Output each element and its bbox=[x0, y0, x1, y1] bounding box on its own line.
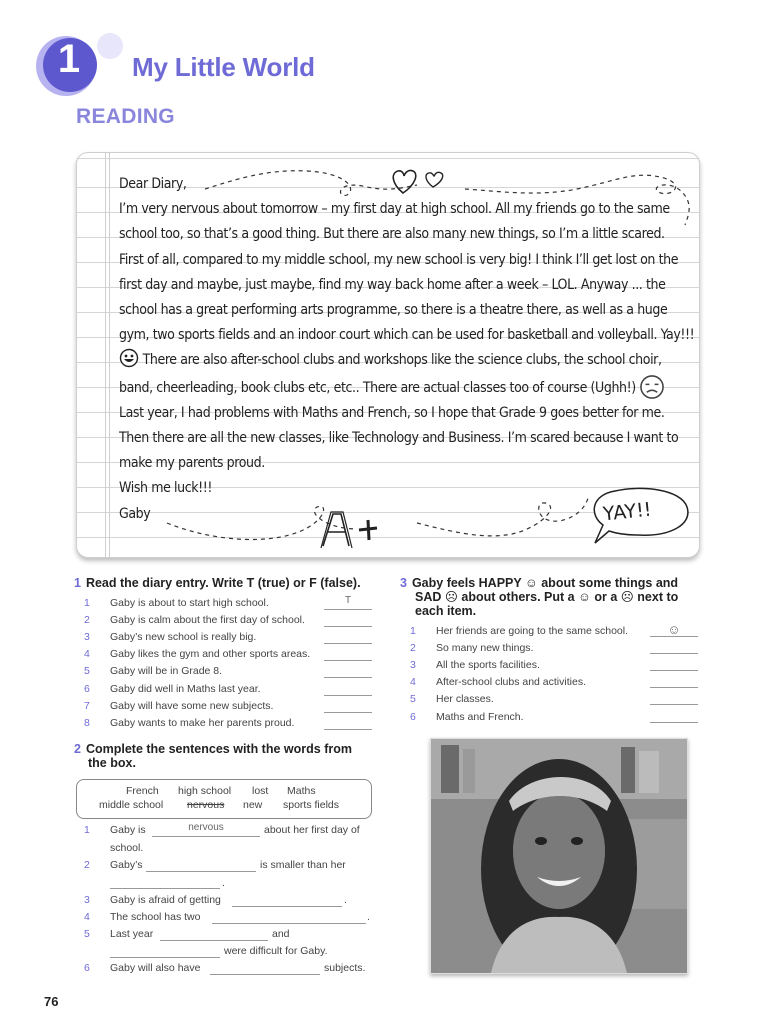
happy-face-icon: ☺ bbox=[524, 576, 538, 590]
answer-blank[interactable] bbox=[324, 646, 372, 661]
diary-line: Dear Diary, bbox=[119, 176, 187, 192]
diary-line: Wish me luck!!! bbox=[119, 480, 213, 497]
diary-line: first day and maybe, just maybe, find my way back home after a week – LOL. Anyway ... the bbox=[119, 276, 666, 293]
exercise-3-item: 2 So many new things. bbox=[410, 642, 534, 655]
diary-line: Gaby bbox=[119, 505, 151, 522]
sad-face-icon: ☹ bbox=[620, 590, 634, 604]
exercise-1-item: 1 Gaby is about to start high school. bbox=[84, 597, 269, 609]
exercise-number: 2 bbox=[74, 742, 81, 756]
diary-text bbox=[119, 172, 695, 527]
exercise-3-item: 4 After-school clubs and activities. bbox=[410, 676, 586, 689]
word-box-item: lost bbox=[252, 785, 269, 797]
answer-blank[interactable] bbox=[650, 673, 698, 688]
diary-line: band, cheerleading, book clubs etc, etc.. There are actual classes too of course (Ughh!) bbox=[119, 379, 636, 396]
answer-blank[interactable] bbox=[110, 943, 220, 958]
word-box-item: Maths bbox=[287, 785, 316, 797]
exercise-3-item: 1 Her friends are going to the same school. bbox=[410, 625, 629, 637]
answer-blank[interactable] bbox=[324, 629, 372, 644]
exercise-3-item: 3 All the sports facilities. bbox=[410, 659, 540, 672]
diary-line: gym, two sports fields and an indoor court which can be used for basketball and volleyball. Yay!!! bbox=[119, 327, 695, 344]
answer-blank[interactable] bbox=[210, 960, 320, 975]
margin-line bbox=[109, 153, 110, 557]
exercise-1-item: 8 Gaby wants to make her parents proud. bbox=[84, 716, 295, 729]
word-box-item-crossed: nervous bbox=[187, 799, 225, 811]
exercise-2-item-text: . bbox=[344, 894, 347, 906]
exercise-3-heading: 3 Gaby feels HAPPY ☺ about some things and SAD ☹ about others. Put a ☺ or a ☹ next to each item. bbox=[400, 576, 679, 618]
happy-face-icon: ☺ bbox=[578, 590, 591, 604]
exercise-1-heading bbox=[74, 576, 361, 590]
diary-line: There are also after-school clubs and workshops like the science clubs, the school choir, bbox=[142, 352, 662, 369]
word-box-item: French bbox=[126, 785, 159, 797]
diary-line-with-emoji bbox=[119, 348, 691, 373]
answer-blank[interactable] bbox=[324, 715, 372, 730]
exercise-2-item: 2 Gaby’s bbox=[84, 859, 143, 871]
section-title: READING bbox=[76, 105, 175, 128]
answer-blank[interactable] bbox=[160, 926, 268, 941]
answer-blank[interactable] bbox=[232, 892, 342, 907]
answer-blank[interactable]: ☺ bbox=[650, 622, 698, 637]
exercise-1-item: 5 Gaby will be in Grade 8. bbox=[84, 665, 223, 678]
exercise-1-item: 2 Gaby is calm about the first day of school. bbox=[84, 614, 305, 627]
exercise-instruction: the box. bbox=[88, 756, 136, 770]
exercise-2-item-text: about her first day of bbox=[264, 824, 360, 836]
grinning-face-icon bbox=[119, 348, 139, 368]
answer-blank[interactable] bbox=[324, 663, 372, 678]
answer-blank[interactable] bbox=[212, 909, 366, 924]
answer-blank[interactable] bbox=[650, 639, 698, 654]
word-box-item: high school bbox=[178, 785, 232, 797]
diary-line: school has a great performing arts programme, so there is a theatre there, as well as a huge bbox=[119, 302, 668, 319]
answer-blank[interactable]: nervous bbox=[152, 822, 260, 837]
exercise-2-item: 6 Gaby will also have bbox=[84, 962, 201, 974]
exercise-1-item: 3 Gaby’s new school is really big. bbox=[84, 631, 257, 644]
exercise-2-item-text: were difficult for Gaby. bbox=[224, 945, 328, 957]
exercise-2-item-text: is smaller than her bbox=[260, 859, 346, 871]
exercise-2-item-text: . bbox=[222, 877, 225, 889]
student-photo bbox=[430, 738, 688, 974]
diary-line: First of all, compared to my middle school, my new school is very big! I think I’ll get lost on the bbox=[119, 251, 679, 268]
answer-blank[interactable] bbox=[110, 874, 220, 889]
diary-line: I’m very nervous about tomorrow – my first day at high school. All my friends go to the same bbox=[119, 201, 670, 218]
exercise-1-item: 6 Gaby did well in Maths last year. bbox=[84, 682, 261, 695]
exercise-2-item-text: subjects. bbox=[324, 962, 366, 974]
answer-blank[interactable] bbox=[324, 681, 372, 696]
word-box-item: sports fields bbox=[283, 799, 340, 811]
answer-blank[interactable] bbox=[324, 698, 372, 713]
yay-doodle-label: YAY!! bbox=[601, 498, 653, 526]
diary-entry bbox=[76, 152, 700, 558]
diary-line-with-emoji bbox=[119, 374, 691, 401]
answer-blank[interactable] bbox=[650, 708, 698, 723]
exercise-3-item: 6 Maths and French. bbox=[410, 710, 524, 723]
exercise-2-item: 5 Last year bbox=[84, 928, 154, 940]
exercise-2-item-text: school. bbox=[110, 842, 144, 854]
exercise-2-item: 4 The school has two bbox=[84, 911, 201, 923]
exercise-instruction: Complete the sentences with the words from bbox=[85, 742, 352, 756]
exercise-1-item: 7 Gaby will have some new subjects. bbox=[84, 699, 274, 712]
word-box bbox=[76, 779, 372, 819]
word-box-item: new bbox=[243, 799, 263, 811]
unit-title: My Little World bbox=[132, 52, 315, 82]
exercise-3-item: 5 Her classes. bbox=[410, 693, 494, 706]
exercise-2-item: 1 Gaby is bbox=[84, 824, 146, 836]
exercise-number: 3 bbox=[400, 576, 407, 590]
sick-face-icon bbox=[639, 374, 665, 400]
answer-blank[interactable] bbox=[324, 612, 372, 627]
answer-blank[interactable]: T bbox=[324, 595, 372, 610]
exercise-2-item-text: and bbox=[272, 928, 290, 940]
answer-blank[interactable] bbox=[146, 857, 256, 872]
diary-line: Last year, I had problems with Maths and French, so I hope that Grade 9 goes better for me. bbox=[119, 404, 665, 421]
exercise-instruction: Read the diary entry. Write T (true) or F (false). bbox=[85, 576, 361, 590]
sad-face-icon: ☹ bbox=[444, 590, 458, 604]
word-box-item: middle school bbox=[99, 799, 164, 811]
diary-line: Then there are all the new classes, like Technology and Business. I’m scared because I want to bbox=[119, 430, 679, 447]
exercise-2-item-text: . bbox=[367, 911, 370, 923]
margin-line bbox=[105, 153, 106, 557]
exercise-2-item: 3 Gaby is afraid of getting bbox=[84, 894, 221, 906]
diary-line: make my parents proud. bbox=[119, 455, 265, 472]
answer-blank[interactable] bbox=[650, 656, 698, 671]
answer-blank[interactable] bbox=[650, 690, 698, 705]
unit-number: 1 bbox=[57, 37, 81, 81]
page-number: 76 bbox=[44, 994, 59, 1009]
exercise-number: 1 bbox=[74, 576, 81, 590]
diary-line: school too, so that’s a good thing. But there are also many new things, so I’m a little scared. bbox=[119, 226, 665, 243]
exercise-2-heading bbox=[74, 742, 352, 770]
exercise-1-item: 4 Gaby likes the gym and other sports areas. bbox=[84, 648, 311, 661]
